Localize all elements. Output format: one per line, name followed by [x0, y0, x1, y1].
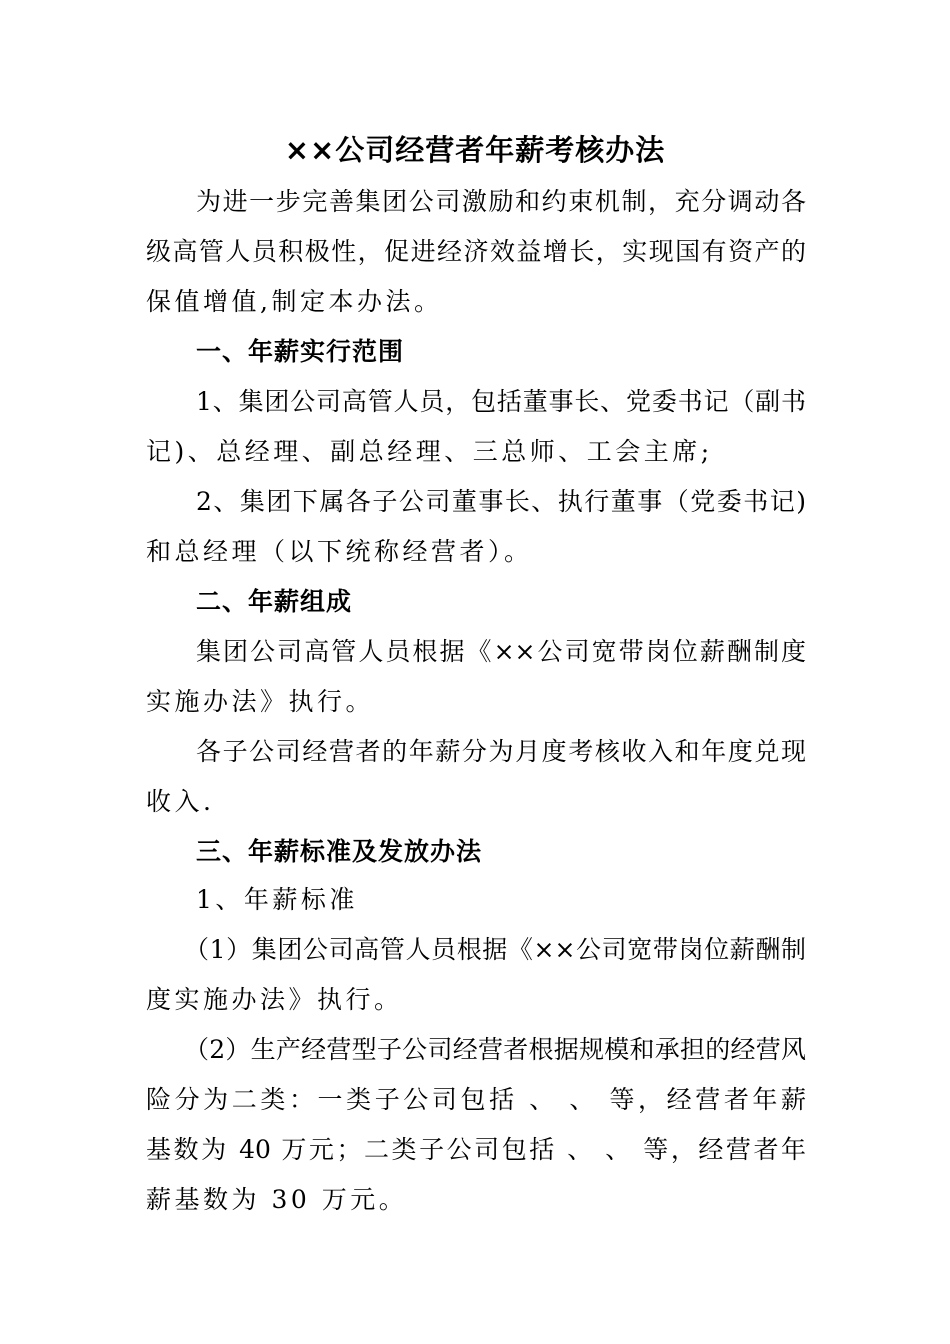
body-line: 度实施办法》执行。 — [146, 985, 403, 1014]
document-title: ××公司经营者年薪考核办法 — [284, 133, 666, 167]
section-heading: 二、年薪组成 — [196, 587, 353, 616]
body-line: （1）集团公司高管人员根据《××公司宽带岗位薪酬制 — [184, 935, 806, 964]
body-line: 险分为二类：一类子公司包括 、 、 等，经营者年薪 — [146, 1085, 806, 1114]
body-line: 2、集团下属各子公司董事长、执行董事（党委书记) — [196, 487, 806, 516]
body-line: 收入. — [146, 787, 215, 816]
body-line: 级高管人员积极性，促进经济效益增长，实现国有资产的 — [146, 237, 806, 266]
body-line: 为进一步完善集团公司激励和约束机制，充分调动各 — [196, 187, 806, 216]
body-line: 1、集团公司高管人员，包括董事长、党委书记（副书 — [196, 387, 806, 416]
body-line: 和总经理（以下统称经营者）。 — [146, 537, 533, 566]
body-line: 保值增值,制定本办法。 — [146, 287, 443, 316]
body-line: 记)、总经理、副总经理、三总师、工会主席; — [146, 437, 713, 466]
section-heading: 三、年薪标准及发放办法 — [196, 837, 483, 866]
body-line: 基数为 40 万元；二类子公司包括 、 、 等，经营者年 — [146, 1135, 806, 1164]
body-line: 薪基数为 30 万元。 — [146, 1185, 408, 1214]
body-line: 各子公司经营者的年薪分为月度考核收入和年度兑现 — [196, 737, 806, 766]
body-line: （2）生产经营型子公司经营者根据规模和承担的经营风 — [184, 1035, 806, 1064]
body-line: 集团公司高管人员根据《××公司宽带岗位薪酬制度 — [196, 637, 806, 666]
subsection-heading: 1、年薪标准 — [196, 885, 358, 914]
section-heading: 一、年薪实行范围 — [196, 337, 405, 366]
body-line: 实施办法》执行。 — [146, 687, 375, 716]
